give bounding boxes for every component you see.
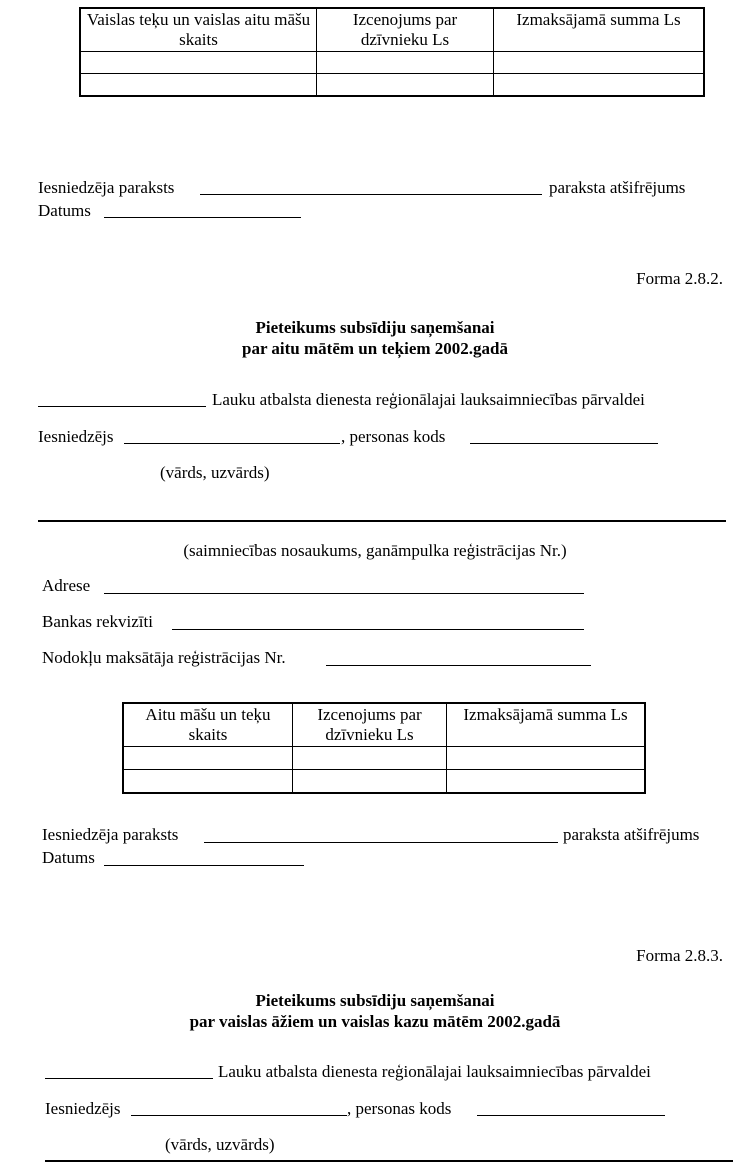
table-cell[interactable] (293, 747, 447, 770)
form-title-line: par aitu mātēm un teķiem 2002.gadā (241, 339, 508, 358)
farm-name-field[interactable] (45, 1160, 733, 1162)
table-header-cell: Izcenojums par dzīvnieku Ls (293, 703, 447, 747)
table-header-cell: Aitu māšu un teķu skaits (123, 703, 293, 747)
region-field[interactable] (45, 1078, 213, 1079)
signature-field[interactable] (200, 194, 542, 195)
signature-decode-label: paraksta atšifrējums (549, 178, 686, 197)
table-header-cell: Vaislas teķu un vaislas aitu māšu skaits (80, 8, 317, 52)
table-row (123, 747, 645, 770)
signature-decode-label: paraksta atšifrējums (563, 825, 700, 844)
person-code-field[interactable] (470, 443, 658, 444)
form-number: Forma 2.8.3. (636, 946, 723, 965)
table-row (80, 52, 704, 74)
table-header-row (123, 703, 645, 747)
signature-label: Iesniedzēja paraksts (38, 178, 175, 197)
bank-label: Bankas rekvizīti (42, 612, 153, 631)
tax-label: Nodokļu maksātāja reģistrācijas Nr. (42, 648, 286, 667)
applicant-label: Iesniedzējs (45, 1099, 121, 1118)
form-title-line: Pieteikums subsīdiju saņemšanai (255, 991, 495, 1010)
form-number: Forma 2.8.2. (636, 269, 723, 288)
table-cell[interactable] (293, 770, 447, 793)
date-label: Datums (42, 848, 95, 867)
table-cell[interactable] (494, 74, 705, 96)
table-header-cell: Izmaksājamā summa Ls (447, 703, 646, 747)
table-header-cell: Izcenojums par dzīvnieku Ls (317, 8, 494, 52)
table-row (80, 74, 704, 96)
livestock-table-2 (122, 702, 646, 794)
person-code-label: , personas kods (347, 1099, 452, 1118)
person-code-label: , personas kods (341, 427, 446, 446)
tax-field[interactable] (326, 665, 591, 666)
applicant-name-field[interactable] (124, 443, 340, 444)
addressee-label: Lauku atbalsta dienesta reģionālajai lauksaimniecības pārvaldei (212, 390, 645, 409)
form-title-line: par vaislas āžiem un vaislas kazu mātēm 2002.gadā (189, 1012, 561, 1031)
address-label: Adrese (42, 576, 91, 595)
table-cell[interactable] (123, 747, 293, 770)
table-cell[interactable] (317, 52, 494, 74)
table-cell[interactable] (80, 74, 317, 96)
signature-label: Iesniedzēja paraksts (42, 825, 179, 844)
date-label: Datums (38, 201, 91, 220)
date-field[interactable] (104, 865, 304, 866)
applicant-name-field[interactable] (131, 1115, 347, 1116)
name-hint: (vārds, uzvārds) (160, 463, 270, 482)
table-header-row (80, 8, 704, 52)
farm-name-field[interactable] (38, 520, 726, 522)
table-cell[interactable] (447, 770, 646, 793)
farm-hint: (saimniecības nosaukums, ganāmpulka reģistrācijas Nr.) (183, 541, 567, 560)
livestock-table-1 (79, 7, 705, 97)
bank-field[interactable] (172, 629, 584, 630)
table-cell[interactable] (80, 52, 317, 74)
signature-field[interactable] (204, 842, 558, 843)
address-field[interactable] (104, 593, 584, 594)
name-hint: (vārds, uzvārds) (165, 1135, 275, 1154)
person-code-field[interactable] (477, 1115, 665, 1116)
region-field[interactable] (38, 406, 206, 407)
applicant-label: Iesniedzējs (38, 427, 114, 446)
form-title (0, 990, 750, 1032)
table-cell[interactable] (494, 52, 705, 74)
date-field[interactable] (104, 217, 301, 218)
table-header-cell: Izmaksājamā summa Ls (494, 8, 705, 52)
table-cell[interactable] (447, 747, 646, 770)
table-cell[interactable] (317, 74, 494, 96)
form-title-line: Pieteikums subsīdiju saņemšanai (255, 318, 495, 337)
table-row (123, 770, 645, 793)
addressee-label: Lauku atbalsta dienesta reģionālajai lauksaimniecības pārvaldei (218, 1062, 651, 1081)
table-cell[interactable] (123, 770, 293, 793)
form-title (0, 317, 750, 359)
